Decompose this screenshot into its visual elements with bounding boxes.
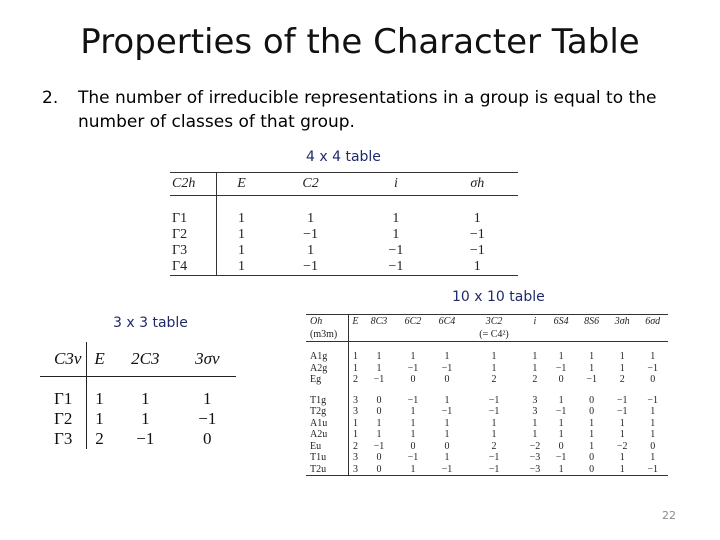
table-row xyxy=(306,464,668,476)
table-cell: −1 xyxy=(616,406,628,418)
table-cell: 0 xyxy=(650,440,656,452)
table-cell: 2 xyxy=(491,440,497,452)
table-cell: 1 xyxy=(532,362,538,374)
table-cell: σh xyxy=(437,173,518,196)
table-cell: 1 xyxy=(532,351,538,363)
table-row xyxy=(40,389,236,409)
table-cell: 1 xyxy=(444,351,450,363)
table-cell: 1 xyxy=(396,464,430,476)
table-header-row xyxy=(306,328,668,342)
table-cell: −1 xyxy=(488,406,500,418)
table-cell: 2 xyxy=(532,374,538,386)
table-cell: 2 xyxy=(95,429,104,448)
table-cell: A2g xyxy=(306,363,349,375)
table-row xyxy=(306,374,668,386)
table-cell: 3σh xyxy=(607,315,637,329)
table-cell: A1u xyxy=(306,418,349,430)
table-cell: −1 xyxy=(469,243,485,258)
point-text: The number of irreducible representations in a group is equal to the number of classes of that group. xyxy=(78,88,657,132)
table-cell: 1 xyxy=(392,211,400,226)
table-cell: 1 xyxy=(95,409,104,428)
table-cell: −1 xyxy=(373,374,385,386)
table-cell: 1 xyxy=(237,227,245,242)
table-cell: 1 xyxy=(589,351,595,363)
caption-3x3: 3 x 3 table xyxy=(113,315,188,331)
table-cell: 1 xyxy=(491,417,497,429)
table-row xyxy=(170,243,518,259)
table-cell: (m3m) xyxy=(306,328,349,342)
table-cell: 1 xyxy=(410,417,416,429)
table-cell: 3σv xyxy=(179,342,236,377)
table-row xyxy=(306,351,668,363)
table-cell: 2 xyxy=(352,374,358,386)
table-cell xyxy=(576,328,607,342)
table-cell: 1 xyxy=(95,389,104,408)
table-cell: 1 xyxy=(619,429,625,441)
table-cell: i xyxy=(355,173,436,196)
table-cell: −1 xyxy=(616,394,628,406)
table-cell: −1 xyxy=(136,429,155,448)
table-cell: 1 xyxy=(650,452,656,464)
table-cell: 1 xyxy=(473,211,481,226)
table-cell: T2g xyxy=(306,406,349,418)
table-cell: −1 xyxy=(303,227,319,242)
table-cell: 3 xyxy=(349,464,362,476)
table-cell: C2 xyxy=(266,173,355,196)
table-cell: 0 xyxy=(376,406,382,418)
table-cell: −1 xyxy=(407,394,419,406)
table-cell: 1 xyxy=(237,243,245,258)
table-cell: 3C2 xyxy=(464,315,524,329)
table-cell: 1 xyxy=(352,362,358,374)
table-cell: 1 xyxy=(491,429,497,441)
table-cell: −1 xyxy=(555,362,567,374)
table-cell: 1 xyxy=(558,394,564,406)
table-cell: E xyxy=(349,315,362,329)
table-cell: Eu xyxy=(306,441,349,453)
table-cell: 1 xyxy=(650,417,656,429)
table-cell: A1g xyxy=(306,351,349,363)
table-cell: 3 xyxy=(532,406,538,418)
table-cell: C3v xyxy=(40,342,87,377)
table-cell: 2 xyxy=(352,440,358,452)
table-cell xyxy=(396,328,430,342)
table-cell: 1 xyxy=(410,406,416,418)
table-cell: 0 xyxy=(410,374,416,386)
table-cell: −1 xyxy=(198,409,217,428)
table-cell: −1 xyxy=(373,440,385,452)
table-cell: −1 xyxy=(555,406,567,418)
table-cell: Eg xyxy=(306,374,349,386)
table-cell: i xyxy=(524,315,546,329)
caption-10x10: 10 x 10 table xyxy=(452,289,545,305)
table-cell: 2C3 xyxy=(112,342,179,377)
table-cell: 8S6 xyxy=(576,315,607,329)
table-cell: 0 xyxy=(589,406,595,418)
table-cell: Γ1 xyxy=(40,389,87,409)
table-cell: Γ3 xyxy=(170,243,217,259)
table-cell: 0 xyxy=(444,440,450,452)
table-row xyxy=(306,429,668,441)
table-header-row xyxy=(170,173,518,196)
table-cell: Oh xyxy=(306,315,349,329)
table-row xyxy=(170,259,518,276)
page-number: 22 xyxy=(662,509,676,522)
table-cell: 1 xyxy=(392,227,400,242)
table-cell: −1 xyxy=(488,452,500,464)
table-cell: 6σd xyxy=(637,315,668,329)
table-cell: 0 xyxy=(203,429,212,448)
table-cell: Γ2 xyxy=(40,409,87,429)
table-header-row xyxy=(40,342,236,377)
table-cell: −2 xyxy=(616,440,628,452)
table-cell xyxy=(637,328,668,342)
table-cell: 0 xyxy=(650,374,656,386)
table-cell: −3 xyxy=(529,452,541,464)
table-cell: −1 xyxy=(647,394,659,406)
table-cell: 6S4 xyxy=(546,315,577,329)
table-cell: 0 xyxy=(589,452,595,464)
table-cell: 0 xyxy=(558,440,564,452)
table-cell: C2h xyxy=(170,173,217,196)
table-cell: −1 xyxy=(469,227,485,242)
table-cell: 1 xyxy=(546,464,577,476)
table-cell: −1 xyxy=(407,452,419,464)
table-row xyxy=(170,211,518,227)
table-cell: 1 xyxy=(607,464,637,476)
table-row xyxy=(170,227,518,243)
table-cell: 1 xyxy=(589,440,595,452)
table-cell: 0 xyxy=(444,374,450,386)
table-cell: 8C3 xyxy=(362,315,396,329)
table-cell: −1 xyxy=(586,374,597,386)
table-cell: −1 xyxy=(555,452,567,464)
table-cell: 1 xyxy=(217,259,266,276)
table-cell: 1 xyxy=(410,351,416,363)
table-cell: 1 xyxy=(437,259,518,276)
table-cell: 1 xyxy=(352,417,358,429)
table-cell: 1 xyxy=(376,351,382,363)
table-row xyxy=(306,441,668,453)
table-cell: A2u xyxy=(306,429,349,441)
table-cell: 1 xyxy=(203,389,212,408)
table-cell: 2 xyxy=(491,374,497,386)
table-cell: 3 xyxy=(352,406,358,418)
slide-title: Properties of the Character Table xyxy=(80,22,640,62)
table-cell: 1 xyxy=(558,351,564,363)
table-cell: 1 xyxy=(491,362,497,374)
table-cell xyxy=(524,328,546,342)
table-cell: E xyxy=(217,173,266,196)
table-cell: 1 xyxy=(444,417,450,429)
table-cell: 0 xyxy=(558,374,564,386)
table-cell: 1 xyxy=(619,362,625,374)
table-cell: 1 xyxy=(141,389,150,408)
table-cell: 1 xyxy=(491,351,497,363)
table-header-row xyxy=(306,315,668,329)
table-cell: 1 xyxy=(307,243,315,258)
table-cell: 1 xyxy=(558,429,564,441)
table-cell xyxy=(362,328,396,342)
table-cell: 0 xyxy=(376,394,382,406)
table-cell: 1 xyxy=(589,429,595,441)
table-cell: T1u xyxy=(306,452,349,464)
table-cell xyxy=(430,328,464,342)
table-cell: 2 xyxy=(619,374,625,386)
table-cell: 1 xyxy=(589,362,595,374)
table-cell: 1 xyxy=(650,351,656,363)
table-cell: 3 xyxy=(352,394,358,406)
character-table-oh xyxy=(306,314,668,476)
table-cell: −1 xyxy=(647,362,659,374)
table-cell: 1 xyxy=(307,211,315,226)
table-cell: 1 xyxy=(141,409,150,428)
table-cell: 1 xyxy=(558,417,564,429)
table-cell: 1 xyxy=(619,452,625,464)
table-row xyxy=(306,452,668,464)
table-cell: 1 xyxy=(376,417,382,429)
table-cell: Γ4 xyxy=(170,259,217,276)
table-cell: 1 xyxy=(532,429,538,441)
table-cell: 0 xyxy=(576,464,607,476)
table-row xyxy=(306,395,668,407)
table-row xyxy=(40,429,236,449)
table-cell: −1 xyxy=(407,362,419,374)
table-cell: −1 xyxy=(266,259,355,276)
table-cell: T1g xyxy=(306,395,349,407)
table-cell: 0 xyxy=(362,464,396,476)
table-cell: 1 xyxy=(619,351,625,363)
table-row xyxy=(306,363,668,375)
table-cell: 0 xyxy=(410,440,416,452)
table-cell: T2u xyxy=(306,464,349,476)
table-cell: 1 xyxy=(444,452,450,464)
table-cell: −1 xyxy=(637,464,668,476)
table-cell: −1 xyxy=(430,464,464,476)
table-cell: −3 xyxy=(524,464,546,476)
table-row xyxy=(40,409,236,429)
character-table-c3v xyxy=(40,342,236,449)
table-cell: 1 xyxy=(650,406,656,418)
table-cell: E xyxy=(87,342,113,377)
table-cell: 1 xyxy=(352,429,358,441)
table-cell: −1 xyxy=(441,406,453,418)
table-cell: 1 xyxy=(237,211,245,226)
table-cell xyxy=(349,328,362,342)
table-cell: 1 xyxy=(444,429,450,441)
table-cell: 1 xyxy=(352,351,358,363)
table-cell: −1 xyxy=(441,362,453,374)
point-number: 2. xyxy=(42,88,59,108)
table-cell: 6C2 xyxy=(396,315,430,329)
table-cell: 6C4 xyxy=(430,315,464,329)
table-cell: 1 xyxy=(589,417,595,429)
table-cell: 1 xyxy=(650,429,656,441)
table-cell: 1 xyxy=(376,429,382,441)
table-cell: −1 xyxy=(488,394,500,406)
table-cell: (= C4²) xyxy=(464,328,524,342)
table-cell: 1 xyxy=(444,394,450,406)
table-cell: 0 xyxy=(589,394,595,406)
table-cell: 1 xyxy=(410,429,416,441)
character-table-c2h xyxy=(170,172,518,276)
table-cell xyxy=(546,328,577,342)
caption-4x4: 4 x 4 table xyxy=(306,149,381,165)
table-row xyxy=(306,406,668,418)
table-row xyxy=(306,418,668,430)
table-cell: 1 xyxy=(376,362,382,374)
table-cell: Γ3 xyxy=(40,429,87,449)
table-cell: 3 xyxy=(532,394,538,406)
table-cell: −1 xyxy=(355,259,436,276)
table-cell: 1 xyxy=(532,417,538,429)
table-cell: 3 xyxy=(352,452,358,464)
table-cell: 0 xyxy=(376,452,382,464)
table-cell: −2 xyxy=(529,440,541,452)
table-cell: −1 xyxy=(464,464,524,476)
table-cell: 1 xyxy=(619,417,625,429)
table-cell xyxy=(607,328,637,342)
table-cell: Γ2 xyxy=(170,227,217,243)
table-cell: Γ1 xyxy=(170,211,217,227)
table-cell: −1 xyxy=(388,243,404,258)
